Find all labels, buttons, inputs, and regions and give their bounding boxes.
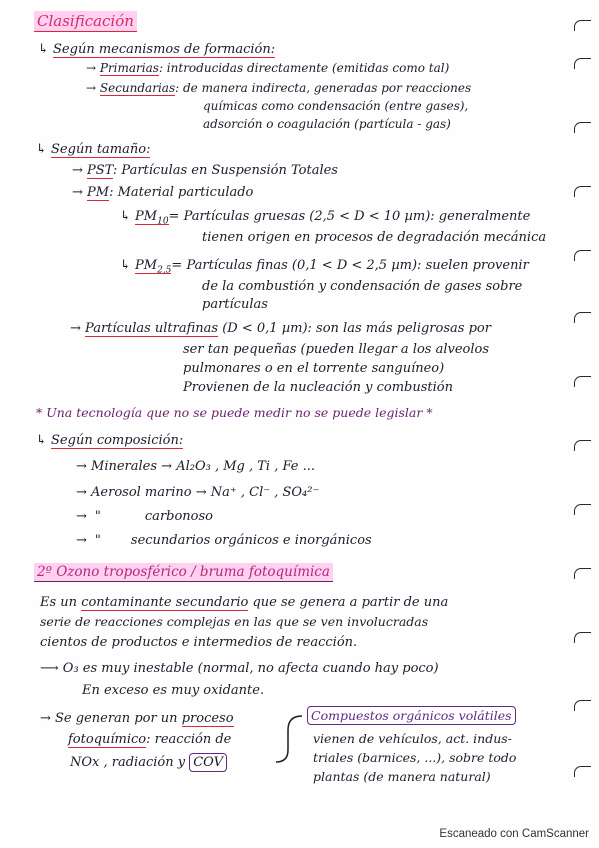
notebook-page: Clasificación ↳ Según mecanismos de formación: → Primarias: introducidas directamente (emitidas como tal) → Secundarias: de manera indirecta, generadas por reacciones químicas como condensación (entre gases), adsorción o coagulación (partícula - gas) ↳ Según tamaño: → PST: Partículas en Suspensión Totales → PM: Material particulado ↳ $PM_{10}=$ Partículas gruesas (2,5 < D < 10 µm): generalmente tienen origen en procesos de degradación mecánica ↳ $PM_{2,5}=$ Partículas finas (0,1 < D < 2,5 µm): suelen provenir de la combustión y condensación de gases sobre partículas → Partículas ultrafinas (D < 0,1 µm): son las más peligrosas por ser tan pequeñas (pueden llegar a los alveolos pulmonares o en el torrente sanguíneo) Provienen de la nucleación y combustión * Una tecnología que no se puede medir no se puede legislar * ↳ Según composición: → Minerales → Al₂O₃ , Mg , Ti , Fe ... → Aerosol marino → Na⁺ , Cl⁻ , SO₄²⁻ → " carbonoso → " secundarios orgánicos e inorgánicos 2º Ozono troposférico / bruma fotoquímica Es un contaminante secundario que se genera a partir de una serie de reacciones complejas en las que se ven involucradas cientos de productos e intermedios de reacción. ⟶ O₃ es muy inestable (normal, no afecta cuando hay poco) En exceso es muy oxidante. → Se generan por un proceso fotoquímico: reacción de NOx , radiación y COV Compuestos orgánicos volátiles vienen de vehículos, act. indus- triales (barnices, ...), sobre todo plantas (de manera natural) Escaneado con CamScanner (0, 0, 599, 848)
def-primarias: : introducidas directamente (emitidas como tal) (158, 61, 450, 75)
term-fotoquimico: fotoquímico (68, 732, 147, 747)
def-pst: : Partículas en Suspensión Totales (112, 163, 338, 178)
binding-ring (574, 632, 591, 643)
def-pm10-1: = Partículas gruesas (2,5 < D < 10 µm): generalmente (168, 209, 531, 224)
note-tecnologia: * Una tecnología que no se puede medir no se puede legislar * (36, 405, 433, 420)
section-heading-tamano: Según tamaño: (51, 142, 151, 157)
term-contaminante-secundario: contaminante secundario (81, 595, 249, 610)
cov-text-1: vienen de vehículos, act. indus- (313, 731, 512, 746)
comp-minerales: → Minerales → Al₂O₃ , Mg , Ti , Fe ... (76, 459, 316, 474)
term-ultrafinas: Partículas ultrafinas (85, 321, 219, 336)
page-title: Clasificación (34, 11, 137, 32)
def-pm: : Material particulado (109, 185, 254, 200)
term-proceso: proceso (181, 711, 234, 726)
def-ultrafinas-2: ser tan pequeñas (pueden llegar a los alveolos (183, 342, 490, 357)
cov-definition-box: Compuestos orgánicos volátiles (307, 706, 516, 725)
section-heading-formacion: Según mecanismos de formación: (53, 42, 276, 57)
binding-ring (574, 700, 591, 711)
ozone-text-1a: Es un (40, 595, 78, 610)
def-secundarias-3: adsorción o coagulación (partícula - gas) (203, 117, 451, 131)
scanner-watermark: Escaneado con CamScanner (439, 828, 589, 840)
ozone-heading: 2º Ozono troposférico / bruma fotoquímica (34, 563, 333, 582)
bracket-connector (272, 712, 308, 768)
term-pm25: $PM_{2,5}$ (135, 258, 172, 276)
ozone-text-2: serie de reacciones complejas en las que se ven involucradas (40, 614, 429, 629)
comp-aerosol: → Aerosol marino → Na⁺ , Cl⁻ , SO₄²⁻ (76, 485, 320, 500)
binding-ring (574, 250, 591, 261)
binding-ring (574, 504, 591, 515)
binding-ring (574, 58, 591, 69)
cov-text-3: plantas (de manera natural) (313, 769, 491, 784)
term-primarias: Primarias (99, 61, 159, 75)
binding-ring (574, 186, 591, 197)
gen-text-e: NOx , radiación y (70, 755, 186, 770)
comp-secundarios: → " secundarios orgánicos e inorgánicos (76, 533, 372, 548)
ozone-o3-2: En exceso es muy oxidante. (82, 683, 265, 698)
def-ultrafinas-4: Provienen de la nucleación y combustión (183, 380, 453, 395)
def-pm10-2: tienen origen en procesos de degradación mecánica (202, 230, 547, 245)
gen-text-a: Se generan por un (55, 711, 178, 726)
binding-ring (574, 312, 591, 323)
def-pm25-3: partículas (202, 297, 268, 312)
gen-text-d: : reacción de (146, 732, 232, 747)
def-secundarias-2: químicas como condensación (entre gases), (203, 99, 469, 113)
def-pm25-1: = Partículas finas (0,1 < D < 2,5 µm): suelen provenir (171, 258, 529, 273)
cov-text-2: triales (barnices, ...), sobre todo (313, 750, 517, 765)
term-pm10: $PM_{10}$ (135, 209, 169, 227)
binding-ring (574, 122, 591, 133)
binding-ring (574, 20, 591, 31)
def-ultrafinas-1: (D < 0,1 µm): son las más peligrosas por (222, 321, 491, 336)
ozone-text-1c: que se genera a partir de una (252, 595, 449, 610)
def-ultrafinas-3: pulmonares o en el torrente sanguíneo) (183, 361, 445, 376)
binding-ring (574, 376, 591, 387)
comp-carbonoso: → " carbonoso (76, 509, 213, 524)
binding-ring (574, 568, 591, 579)
ozone-text-3: cientos de productos e intermedios de reacción. (40, 635, 358, 650)
def-pm25-2: de la combustión y condensación de gases sobre (202, 279, 523, 294)
term-secundarias: Secundarias (99, 81, 176, 95)
def-secundarias-1: : de manera indirecta, generadas por reacciones (175, 81, 472, 95)
binding-ring (574, 440, 591, 451)
term-pst: PST (87, 163, 113, 178)
ozone-o3-1: O₃ es muy inestable (normal, no afecta cuando hay poco) (62, 661, 439, 676)
section-heading-composicion: Según composición: (51, 433, 184, 448)
term-pm: PM (87, 185, 110, 200)
cov-box: COV (189, 753, 227, 772)
binding-ring (574, 766, 591, 777)
